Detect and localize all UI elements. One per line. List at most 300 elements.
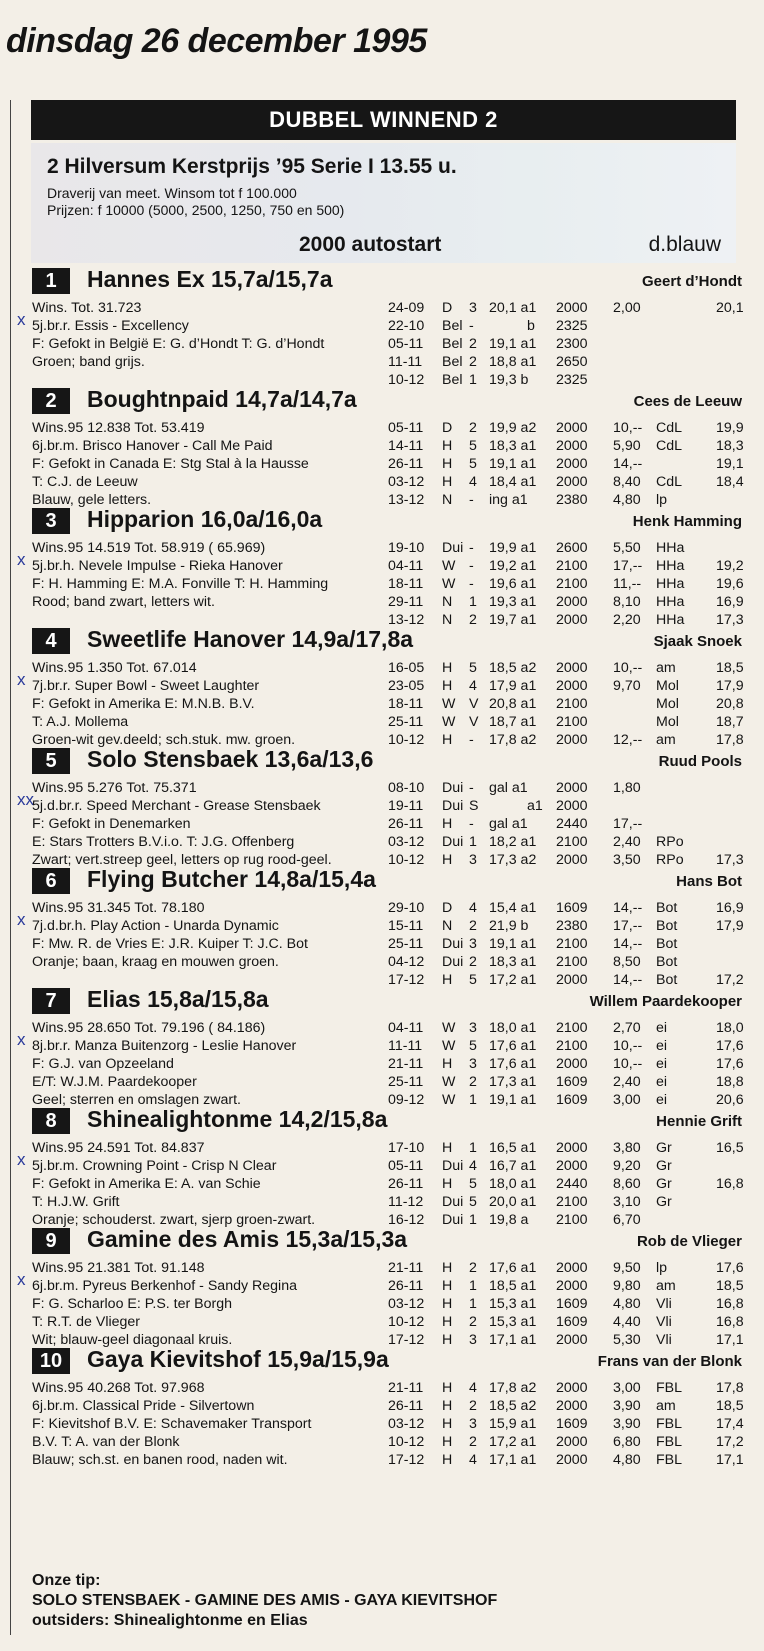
result-time: 17,6 a1 (489, 1038, 537, 1054)
result-venue: H (442, 1398, 453, 1414)
result-driver: Bot (656, 900, 678, 916)
result-driver: Mol (656, 678, 679, 694)
result-place: 3 (469, 300, 477, 316)
horse-info-line: 5j.br.m. Crowning Point - Crisp N Clear (32, 1158, 277, 1174)
horse-info (32, 659, 387, 749)
result-odds: 17,-- (613, 918, 643, 934)
result-venue: N (442, 612, 453, 628)
result-distance: 2000 (556, 852, 588, 868)
result-place: - (469, 816, 474, 832)
result-odds: 10,-- (613, 1056, 643, 1072)
result-distance: 2000 (556, 594, 588, 610)
horse-info-line: 7j.br.r. Super Bowl - Sweet Laughter (32, 678, 260, 694)
horse-info-line: Wins.95 12.838 Tot. 53.419 (32, 420, 205, 436)
result-distance: 2100 (556, 954, 588, 970)
handwritten-mark: x (17, 1150, 26, 1169)
result-date: 21-11 (388, 1056, 424, 1072)
horse-info-line: 7j.d.br.h. Play Action - Unarda Dynamic (32, 918, 279, 934)
race-color: d.blauw (648, 233, 721, 256)
result-best: 17,1 (716, 1452, 744, 1468)
result-distance: 1609 (556, 1416, 588, 1432)
result-venue: Dui (442, 1158, 464, 1174)
result-driver: Vli (656, 1314, 672, 1330)
result-driver: CdL (656, 438, 683, 454)
result-time: 15,3 a1 (489, 1314, 537, 1330)
horse-entry (0, 748, 764, 874)
handwritten-mark: x (17, 1270, 26, 1289)
result-place: 1 (469, 1092, 477, 1108)
result-date: 16-12 (388, 1212, 425, 1228)
result-driver: Gr (656, 1158, 672, 1174)
result-driver: Mol (656, 714, 679, 730)
result-time: 17,8 a2 (489, 732, 537, 748)
result-place: 4 (469, 1452, 477, 1468)
horse-info-line: Rood; band zwart, letters wit. (32, 594, 215, 610)
result-date: 05-11 (388, 420, 424, 436)
result-odds: 10,-- (613, 420, 643, 436)
horse-trainer: Frans van der Blonk (597, 1353, 742, 1370)
horse-info (32, 1139, 387, 1229)
result-distance: 1609 (556, 1314, 588, 1330)
result-date: 25-11 (388, 714, 424, 730)
result-distance: 2000 (556, 1278, 588, 1294)
horse-entry (0, 508, 764, 634)
result-odds: 2,70 (613, 1020, 641, 1036)
result-place: 1 (469, 1278, 477, 1294)
horse-info-line: 6j.br.m. Classical Pride - Silvertown (32, 1398, 255, 1414)
horse-info-line: E/T: W.J.M. Paardekooper (32, 1074, 197, 1090)
result-venue: H (442, 732, 453, 748)
horse-name: Flying Butcher 14,8a/15,4a (87, 866, 376, 892)
result-time: 20,0 a1 (489, 1194, 537, 1210)
horse-number: 7 (32, 988, 70, 1014)
result-distance: 2300 (556, 336, 588, 352)
result-odds: 14,-- (613, 936, 643, 952)
result-time: 16,5 a1 (489, 1140, 537, 1156)
horse-trainer: Sjaak Snoek (653, 633, 742, 650)
horse-info-line: T: H.J.W. Grift (32, 1194, 120, 1210)
horse-trainer: Hans Bot (676, 873, 742, 890)
horse-info-line: Wins.95 31.345 Tot. 78.180 (32, 900, 205, 916)
result-best: 16,9 (716, 594, 744, 610)
result-best: 18,5 (716, 1398, 744, 1414)
result-driver: ei (656, 1056, 668, 1072)
result-time: 19,6 a1 (489, 576, 537, 592)
result-driver: FBL (656, 1416, 683, 1432)
result-date: 16-05 (388, 660, 425, 676)
result-distance: 1609 (556, 1092, 588, 1108)
horse-info-line: Blauw; sch.st. en banen rood, naden wit. (32, 1452, 288, 1468)
horse-trainer: Rob de Vlieger (636, 1233, 742, 1250)
result-distance: 2000 (556, 1140, 588, 1156)
result-date: 17-12 (388, 1452, 425, 1468)
result-best: 17,3 (716, 852, 744, 868)
result-place: 2 (469, 1314, 477, 1330)
result-odds: 9,20 (613, 1158, 641, 1174)
result-time: 20,8 a1 (489, 696, 537, 712)
result-odds: 9,50 (613, 1260, 641, 1276)
result-time: 19,9 a2 (489, 420, 537, 436)
horse-info-line: Wins.95 21.381 Tot. 91.148 (32, 1260, 205, 1276)
horse-entry (0, 268, 764, 394)
result-venue: H (442, 852, 453, 868)
page-date: dinsdag 26 december 1995 (6, 22, 427, 60)
horse-info-line: F: Kievitshof B.V. E: Schavemaker Transport (32, 1416, 312, 1432)
result-best: 17,6 (716, 1056, 744, 1072)
result-distance: 2100 (556, 834, 588, 850)
result-best: 16,5 (716, 1140, 744, 1156)
result-time: 18,5 a2 (489, 1398, 537, 1414)
tip-block (32, 1571, 497, 1631)
result-odds: 8,60 (613, 1176, 641, 1192)
result-date: 03-12 (388, 474, 425, 490)
result-venue: Dui (442, 798, 464, 814)
handwritten-mark: x (17, 310, 26, 329)
result-odds: 2,40 (613, 1074, 641, 1090)
horse-entry (0, 988, 764, 1114)
result-place: 4 (469, 678, 477, 694)
result-time: 17,8 a2 (489, 1380, 537, 1396)
horse-info-line: 5j.br.h. Nevele Impulse - Rieka Hanover (32, 558, 283, 574)
result-distance: 2000 (556, 1260, 588, 1276)
horse-info-line: Oranje; baan, kraag en mouwen groen. (32, 954, 279, 970)
section-banner: DUBBEL WINNEND 2 (31, 100, 736, 140)
horse-info-line: Wins.95 1.350 Tot. 67.014 (32, 660, 197, 676)
result-date: 29-10 (388, 900, 425, 916)
result-place: V (469, 696, 479, 712)
result-date: 21-11 (388, 1380, 424, 1396)
horse-header (32, 988, 742, 1016)
horse-info (32, 899, 387, 971)
result-driver: Bot (656, 972, 678, 988)
result-venue: D (442, 420, 453, 436)
result-place: - (469, 492, 474, 508)
horse-info-line: Wins.95 14.519 Tot. 58.919 ( 65.969) (32, 540, 266, 556)
result-date: 17-12 (388, 1332, 425, 1348)
horse-number: 8 (32, 1108, 70, 1134)
result-driver: Gr (656, 1176, 672, 1192)
result-odds: 14,-- (613, 972, 643, 988)
result-venue: H (442, 1380, 453, 1396)
result-place: S (469, 798, 479, 814)
result-time: a1 (527, 798, 543, 814)
horse-number: 9 (32, 1228, 70, 1254)
result-time: 19,1 a1 (489, 936, 537, 952)
horse-name: Gaya Kievitshof 15,9a/15,9a (87, 1346, 389, 1372)
result-driver: ei (656, 1074, 668, 1090)
result-place: 3 (469, 936, 477, 952)
horse-info-line: Zwart; vert.streep geel, letters op rug rood-geel. (32, 852, 332, 868)
result-distance: 2000 (556, 1380, 588, 1396)
horse-info-line: T: A.J. Mollema (32, 714, 129, 730)
result-time: 18,3 a1 (489, 954, 537, 970)
result-date: 29-11 (388, 594, 424, 610)
result-distance: 2000 (556, 1158, 588, 1174)
result-driver: CdL (656, 420, 683, 436)
horse-trainer: Geert d’Hondt (642, 273, 742, 290)
result-best: 20,8 (716, 696, 744, 712)
result-driver: ei (656, 1092, 668, 1108)
result-driver: HHa (656, 612, 685, 628)
result-best: 16,9 (716, 900, 744, 916)
result-time: 17,2 a1 (489, 972, 537, 988)
result-distance: 2600 (556, 540, 588, 556)
result-time: 17,1 a1 (489, 1332, 537, 1348)
horse-name: Sweetlife Hanover 14,9a/17,8a (87, 626, 414, 652)
result-date: 18-11 (388, 576, 424, 592)
result-venue: Dui (442, 780, 464, 796)
result-driver: Bot (656, 918, 678, 934)
horse-entry (0, 1348, 764, 1474)
result-distance: 2000 (556, 732, 588, 748)
result-time: 19,1 a1 (489, 456, 537, 472)
result-time: 18,5 a2 (489, 660, 537, 676)
result-time: 15,9 a1 (489, 1416, 537, 1432)
result-distance: 2100 (556, 1194, 588, 1210)
result-best: 18,5 (716, 1278, 744, 1294)
result-odds: 6,80 (613, 1434, 641, 1450)
horse-info (32, 299, 387, 371)
result-date: 09-12 (388, 1092, 425, 1108)
handwritten-mark: xx (17, 790, 34, 809)
horse-trainer: Ruud Pools (658, 753, 742, 770)
result-time: 17,2 a1 (489, 1434, 537, 1450)
result-venue: H (442, 1452, 453, 1468)
result-distance: 2100 (556, 1020, 588, 1036)
result-place: 5 (469, 1194, 477, 1210)
result-distance: 2000 (556, 972, 588, 988)
horse-info-line: F: Mw. R. de Vries E: J.R. Kuiper T: J.C. Bot (32, 936, 308, 952)
result-odds: 12,-- (613, 732, 643, 748)
result-distance: 2325 (556, 372, 588, 388)
result-driver: lp (656, 492, 668, 508)
result-best: 17,2 (716, 1434, 744, 1450)
result-venue: H (442, 456, 453, 472)
horse-number: 1 (32, 268, 70, 294)
horse-entry (0, 388, 764, 514)
result-driver: am (656, 1398, 676, 1414)
result-place: 2 (469, 918, 477, 934)
result-driver: ei (656, 1020, 668, 1036)
result-distance: 2650 (556, 354, 588, 370)
result-driver: am (656, 732, 676, 748)
result-date: 25-11 (388, 1074, 424, 1090)
result-venue: Dui (442, 936, 464, 952)
result-odds: 6,70 (613, 1212, 641, 1228)
result-time: 17,9 a1 (489, 678, 537, 694)
result-venue: Dui (442, 1194, 464, 1210)
result-distance: 2100 (556, 1212, 588, 1228)
horse-info-line: F: H. Hamming E: M.A. Fonville T: H. Hamming (32, 576, 329, 592)
result-driver: ei (656, 1038, 668, 1054)
result-odds: 4,80 (613, 1296, 641, 1312)
result-place: 1 (469, 372, 477, 388)
result-venue: N (442, 594, 453, 610)
result-time: 18,7 a1 (489, 714, 537, 730)
result-venue: H (442, 1332, 453, 1348)
result-distance: 2000 (556, 678, 588, 694)
result-distance: 2000 (556, 300, 588, 316)
result-distance: 2000 (556, 798, 588, 814)
result-venue: D (442, 300, 453, 316)
result-place: 2 (469, 1074, 477, 1090)
result-date: 04-11 (388, 1020, 424, 1036)
result-best: 17,6 (716, 1260, 744, 1276)
result-odds: 1,80 (613, 780, 641, 796)
result-date: 26-11 (388, 816, 424, 832)
result-odds: 2,40 (613, 834, 641, 850)
result-driver: Mol (656, 696, 679, 712)
result-odds: 3,00 (613, 1380, 641, 1396)
horse-header (32, 268, 742, 296)
result-best: 17,2 (716, 972, 744, 988)
horse-name: Shinealightonme 14,2/15,8a (87, 1106, 388, 1132)
race-conditions: Draverij van meet. Winsom tot f 100.000 (47, 185, 297, 201)
horse-info-line: F: G.J. van Opzeeland (32, 1056, 174, 1072)
result-place: 5 (469, 660, 477, 676)
handwritten-mark: x (17, 550, 26, 569)
horse-entry (0, 628, 764, 754)
result-venue: H (442, 1176, 453, 1192)
result-date: 11-12 (388, 1194, 424, 1210)
horse-info-line: F: Gefokt in Amerika E: M.N.B. B.V. (32, 696, 255, 712)
horse-info-line: 6j.br.m. Pyreus Berkenhof - Sandy Regina (32, 1278, 297, 1294)
horse-info-line: Oranje; schouderst. zwart, sjerp groen-zwart. (32, 1212, 316, 1228)
result-distance: 2000 (556, 1056, 588, 1072)
result-best: 17,3 (716, 612, 744, 628)
result-place: 4 (469, 1158, 477, 1174)
horse-header (32, 388, 742, 416)
result-distance: 2000 (556, 438, 588, 454)
result-place: 2 (469, 1398, 477, 1414)
race-header (31, 143, 736, 263)
result-best: 18,7 (716, 714, 744, 730)
horse-info (32, 419, 387, 509)
result-odds: 2,00 (613, 300, 641, 316)
result-best: 18,8 (716, 1074, 744, 1090)
result-time: 18,2 a1 (489, 834, 537, 850)
result-date: 10-12 (388, 1314, 425, 1330)
result-best: 18,3 (716, 438, 744, 454)
result-driver: RPo (656, 834, 684, 850)
result-best: 19,2 (716, 558, 744, 574)
horse-name: Solo Stensbaek 13,6a/13,6 (87, 746, 374, 772)
horse-header (32, 628, 742, 656)
result-distance: 2100 (556, 696, 588, 712)
result-date: 17-10 (388, 1140, 425, 1156)
result-driver: HHa (656, 594, 685, 610)
result-best: 20,6 (716, 1092, 744, 1108)
result-venue: H (442, 1056, 453, 1072)
horse-info-line: 8j.br.r. Manza Buitenzorg - Leslie Hanover (32, 1038, 297, 1054)
result-odds: 4,40 (613, 1314, 641, 1330)
result-odds: 11,-- (613, 576, 642, 592)
horse-info-line: F: Gefokt in Canada E: Stg Stal à la Hausse (32, 456, 309, 472)
horse-info-line: Geel; sterren en omslagen zwart. (32, 1092, 241, 1108)
horse-trainer: Willem Paardekooper (589, 993, 742, 1010)
result-place: - (469, 540, 474, 556)
horse-header (32, 508, 742, 536)
result-date: 04-11 (388, 558, 424, 574)
race-prizes: Prijzen: f 10000 (5000, 2500, 1250, 750 en 500) (47, 202, 345, 218)
result-place: 4 (469, 900, 477, 916)
result-best: 17,9 (716, 918, 744, 934)
horse-info (32, 1259, 387, 1349)
result-odds: 5,90 (613, 438, 641, 454)
result-time: 19,3 b (489, 372, 529, 388)
result-distance: 2000 (556, 474, 588, 490)
horse-info-line: 6j.br.m. Brisco Hanover - Call Me Paid (32, 438, 273, 454)
result-odds: 3,00 (613, 1092, 641, 1108)
horse-info-line: T: C.J. de Leeuw (32, 474, 138, 490)
result-odds: 10,-- (613, 1038, 643, 1054)
result-best: 19,1 (716, 456, 744, 472)
horse-number: 3 (32, 508, 70, 534)
result-venue: Dui (442, 540, 464, 556)
result-date: 25-11 (388, 936, 424, 952)
result-date: 11-11 (388, 354, 423, 370)
result-place: 3 (469, 1056, 477, 1072)
result-date: 13-12 (388, 492, 425, 508)
result-venue: N (442, 918, 453, 934)
result-date: 18-11 (388, 696, 424, 712)
horse-info-line: Groen-wit gev.deeld; sch.stuk. mw. groen. (32, 732, 296, 748)
result-venue: Dui (442, 1212, 464, 1228)
result-time: 19,1 a1 (489, 1092, 537, 1108)
result-distance: 2100 (556, 936, 588, 952)
result-driver: lp (656, 1260, 668, 1276)
horse-number: 5 (32, 748, 70, 774)
result-best: 16,8 (716, 1176, 744, 1192)
result-venue: Bel (442, 336, 463, 352)
horse-info-line: Blauw, gele letters. (32, 492, 152, 508)
horse-info-line: 5j.d.br.r. Speed Merchant - Grease Stensbaek (32, 798, 321, 814)
result-distance: 2000 (556, 1332, 588, 1348)
result-odds: 14,-- (613, 456, 643, 472)
horse-trainer: Cees de Leeuw (633, 393, 742, 410)
result-time: 18,0 a1 (489, 1020, 537, 1036)
result-date: 14-11 (388, 438, 424, 454)
result-time: 15,3 a1 (489, 1296, 537, 1312)
result-place: - (469, 732, 474, 748)
result-venue: H (442, 678, 453, 694)
handwritten-mark: x (17, 670, 26, 689)
result-venue: H (442, 1314, 453, 1330)
race-distance: 2000 autostart (299, 233, 442, 256)
horse-header (32, 1108, 742, 1136)
result-time: 19,2 a1 (489, 558, 537, 574)
result-date: 26-11 (388, 456, 424, 472)
result-odds: 5,50 (613, 540, 641, 556)
horse-info-line: Wins.95 24.591 Tot. 84.837 (32, 1140, 205, 1156)
result-distance: 1609 (556, 1296, 588, 1312)
result-venue: W (442, 576, 456, 592)
result-distance: 2100 (556, 576, 588, 592)
result-venue: W (442, 1038, 456, 1054)
result-best: 19,6 (716, 576, 744, 592)
result-best: 16,8 (716, 1296, 744, 1312)
horse-name: Elias 15,8a/15,8a (87, 986, 269, 1012)
result-time: 19,7 a1 (489, 612, 537, 628)
result-time: 17,1 a1 (489, 1452, 537, 1468)
result-distance: 2440 (556, 816, 588, 832)
result-date: 03-12 (388, 834, 425, 850)
handwritten-mark: x (17, 910, 26, 929)
horse-info-line: Wins.95 5.276 Tot. 75.371 (32, 780, 197, 796)
result-odds: 8,50 (613, 954, 641, 970)
horse-info-line: F: G. Scharloo E: P.S. ter Borgh (32, 1296, 233, 1312)
result-time: 16,7 a1 (489, 1158, 537, 1174)
